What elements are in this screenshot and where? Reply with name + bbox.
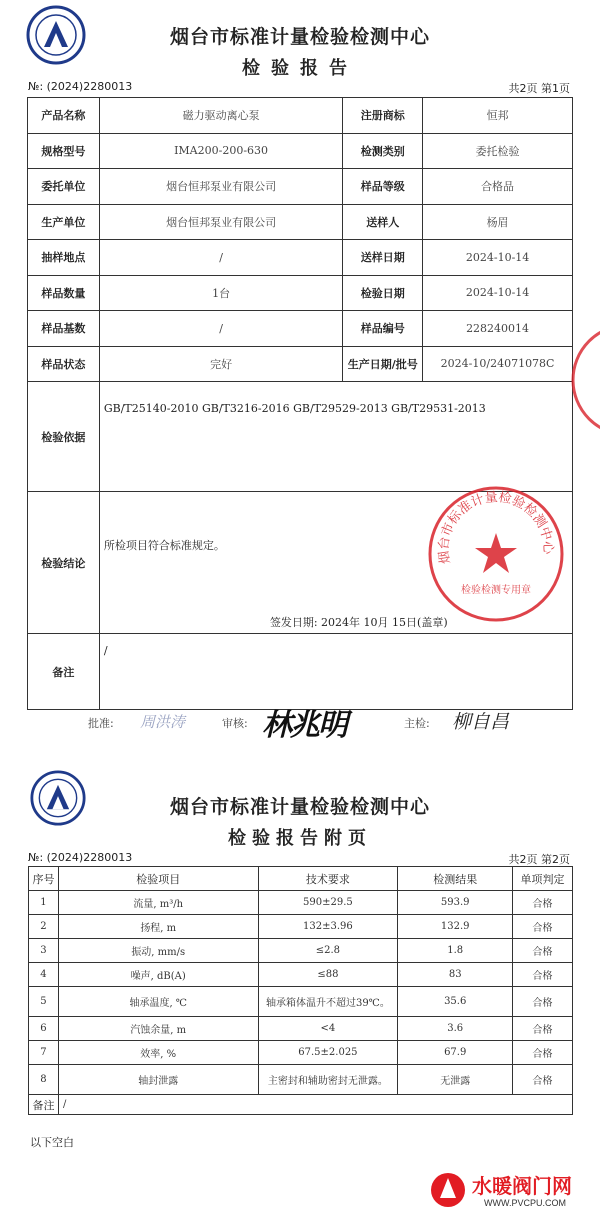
info-row bbox=[28, 275, 573, 311]
info-row bbox=[28, 204, 573, 240]
edge-seal-fragment bbox=[568, 320, 600, 440]
table-row bbox=[29, 939, 573, 963]
cell-req: 主密封和辅助密封无泄露。 bbox=[258, 1065, 398, 1095]
table-row bbox=[29, 891, 573, 915]
cell-judge: 合格 bbox=[513, 987, 573, 1017]
cell-no: 5 bbox=[29, 987, 59, 1017]
watermark-url: WWW.PVCPU.COM bbox=[484, 1198, 566, 1208]
cell-no: 8 bbox=[29, 1065, 59, 1095]
approve-signature: 周洪涛 bbox=[140, 713, 186, 731]
page2-remark-label: 备注 bbox=[29, 1095, 59, 1115]
info-row bbox=[28, 346, 573, 382]
field-label: 样品数量 bbox=[28, 275, 100, 311]
cell-item: 振动, mm/s bbox=[58, 939, 258, 963]
cell-no: 4 bbox=[29, 963, 59, 987]
field-label: 样品基数 bbox=[28, 311, 100, 347]
table-row bbox=[29, 1041, 573, 1065]
conclusion-value: 所检项目符合标准规定。 bbox=[103, 539, 225, 552]
field-value: / bbox=[99, 240, 342, 276]
field-value: 烟台恒邦泵业有限公司 bbox=[99, 204, 342, 240]
column-header: 单项判定 bbox=[513, 867, 573, 891]
field-label: 送样人 bbox=[343, 204, 423, 240]
field-label: 生产日期/批号 bbox=[343, 346, 423, 382]
inspector-signature: 柳自昌 bbox=[452, 711, 510, 733]
field-value: 2024-10-14 bbox=[423, 275, 573, 311]
table-row bbox=[29, 963, 573, 987]
remark-label: 备注 bbox=[28, 634, 100, 710]
remark-value: / bbox=[99, 634, 572, 710]
column-header: 检验项目 bbox=[58, 867, 258, 891]
field-value: / bbox=[99, 311, 342, 347]
cell-res: 593.9 bbox=[398, 891, 513, 915]
table-row bbox=[29, 987, 573, 1017]
star-icon bbox=[475, 533, 517, 573]
cell-res: 无泄露 bbox=[398, 1065, 513, 1095]
cell-no: 1 bbox=[29, 891, 59, 915]
cell-no: 7 bbox=[29, 1041, 59, 1065]
cell-item: 扬程, m bbox=[58, 915, 258, 939]
seal-sub: 检验检测专用章 bbox=[461, 585, 531, 596]
cell-item: 效率, % bbox=[58, 1041, 258, 1065]
cell-req: 67.5±2.025 bbox=[258, 1041, 398, 1065]
field-label: 检测类别 bbox=[343, 133, 423, 169]
cell-req: <4 bbox=[258, 1017, 398, 1041]
cell-item: 噪声, dB(A) bbox=[58, 963, 258, 987]
cell-res: 67.9 bbox=[398, 1041, 513, 1065]
page1-subtitle: 检验报告 bbox=[242, 58, 358, 79]
info-row bbox=[28, 169, 573, 205]
cell-judge: 合格 bbox=[513, 891, 573, 915]
watermark-logo-icon bbox=[428, 1168, 468, 1212]
issue-date: 签发日期: 2024年 10月 15日(盖章) bbox=[269, 616, 448, 629]
cell-item: 汽蚀余量, m bbox=[58, 1017, 258, 1041]
page2-title: 烟台市标准计量检验检测中心 bbox=[169, 796, 430, 818]
cell-judge: 合格 bbox=[513, 1017, 573, 1041]
field-value: 2024-10-14 bbox=[423, 240, 573, 276]
conclusion-label: 检验结论 bbox=[28, 492, 100, 634]
column-header: 技术要求 bbox=[258, 867, 398, 891]
field-label: 生产单位 bbox=[28, 204, 100, 240]
cell-item: 轴封泄露 bbox=[58, 1065, 258, 1095]
field-label: 样品状态 bbox=[28, 346, 100, 382]
cell-judge: 合格 bbox=[513, 1041, 573, 1065]
page2-subtitle: 检验报告附页 bbox=[228, 828, 372, 849]
field-label: 注册商标 bbox=[343, 98, 423, 134]
field-label: 检验日期 bbox=[343, 275, 423, 311]
info-row bbox=[28, 98, 573, 134]
page2-page-info: 共2页 第2页 bbox=[508, 853, 570, 866]
info-row bbox=[28, 311, 573, 347]
review-signature: 林兆明 bbox=[262, 708, 346, 743]
field-value: 杨眉 bbox=[423, 204, 573, 240]
field-label: 抽样地点 bbox=[28, 240, 100, 276]
page1-page-info: 共2页 第1页 bbox=[508, 82, 570, 95]
page1-title: 烟台市标准计量检验检测中心 bbox=[169, 26, 430, 48]
table-row bbox=[29, 1065, 573, 1095]
column-header: 检测结果 bbox=[398, 867, 513, 891]
cell-req: 轴承箱体温升不超过39℃。 bbox=[258, 987, 398, 1017]
info-row bbox=[28, 240, 573, 276]
field-value: 恒邦 bbox=[423, 98, 573, 134]
cell-judge: 合格 bbox=[513, 939, 573, 963]
field-value: 1台 bbox=[99, 275, 342, 311]
watermark-text: 水暖阀门网 bbox=[472, 1174, 572, 1198]
cell-res: 1.8 bbox=[398, 939, 513, 963]
cell-judge: 合格 bbox=[513, 915, 573, 939]
field-value: 委托检验 bbox=[423, 133, 573, 169]
basis-value: GB/T25140-2010 GB/T3216-2016 GB/T29529-2013 GB/T29531-2013 bbox=[99, 382, 572, 492]
cell-item: 流量, m³/h bbox=[58, 891, 258, 915]
field-value: 完好 bbox=[99, 346, 342, 382]
field-label: 产品名称 bbox=[28, 98, 100, 134]
cell-judge: 合格 bbox=[513, 963, 573, 987]
page2-results-table bbox=[28, 866, 573, 1115]
cell-no: 6 bbox=[29, 1017, 59, 1041]
field-value: 烟台恒邦泵业有限公司 bbox=[99, 169, 342, 205]
cell-res: 35.6 bbox=[398, 987, 513, 1017]
page2-report-no: №: (2024)2280013 bbox=[28, 851, 133, 864]
basis-label: 检验依据 bbox=[28, 382, 100, 492]
inspector-label: 主检: bbox=[404, 717, 430, 730]
cell-item: 轴承温度, ℃ bbox=[58, 987, 258, 1017]
page2-footer: 以下空白 bbox=[30, 1136, 74, 1149]
field-value: IMA200-200-630 bbox=[99, 133, 342, 169]
cell-judge: 合格 bbox=[513, 1065, 573, 1095]
table-row bbox=[29, 915, 573, 939]
field-value: 2024-10/24071078C bbox=[423, 346, 573, 382]
field-label: 送样日期 bbox=[343, 240, 423, 276]
cell-no: 3 bbox=[29, 939, 59, 963]
table-row bbox=[29, 1017, 573, 1041]
cell-req: ≤2.8 bbox=[258, 939, 398, 963]
page1-report-no: №: (2024)2280013 bbox=[28, 80, 133, 93]
review-label: 审核: bbox=[222, 717, 248, 730]
cell-req: 132±3.96 bbox=[258, 915, 398, 939]
field-value: 磁力驱动离心泵 bbox=[99, 98, 342, 134]
info-row bbox=[28, 133, 573, 169]
field-label: 样品编号 bbox=[343, 311, 423, 347]
page2-remark-value: / bbox=[58, 1095, 572, 1115]
column-header: 序号 bbox=[29, 867, 59, 891]
field-value: 合格品 bbox=[423, 169, 573, 205]
field-label: 委托单位 bbox=[28, 169, 100, 205]
field-label: 样品等级 bbox=[343, 169, 423, 205]
field-value: 228240014 bbox=[423, 311, 573, 347]
cell-res: 132.9 bbox=[398, 915, 513, 939]
red-seal bbox=[425, 483, 567, 625]
approve-label: 批准: bbox=[88, 717, 114, 730]
cell-no: 2 bbox=[29, 915, 59, 939]
cell-req: ≤88 bbox=[258, 963, 398, 987]
watermark bbox=[428, 1168, 596, 1212]
cell-req: 590±29.5 bbox=[258, 891, 398, 915]
field-label: 规格型号 bbox=[28, 133, 100, 169]
seal-text: 烟台市标准计量检验检测中心 bbox=[436, 489, 556, 565]
cell-res: 3.6 bbox=[398, 1017, 513, 1041]
cell-res: 83 bbox=[398, 963, 513, 987]
